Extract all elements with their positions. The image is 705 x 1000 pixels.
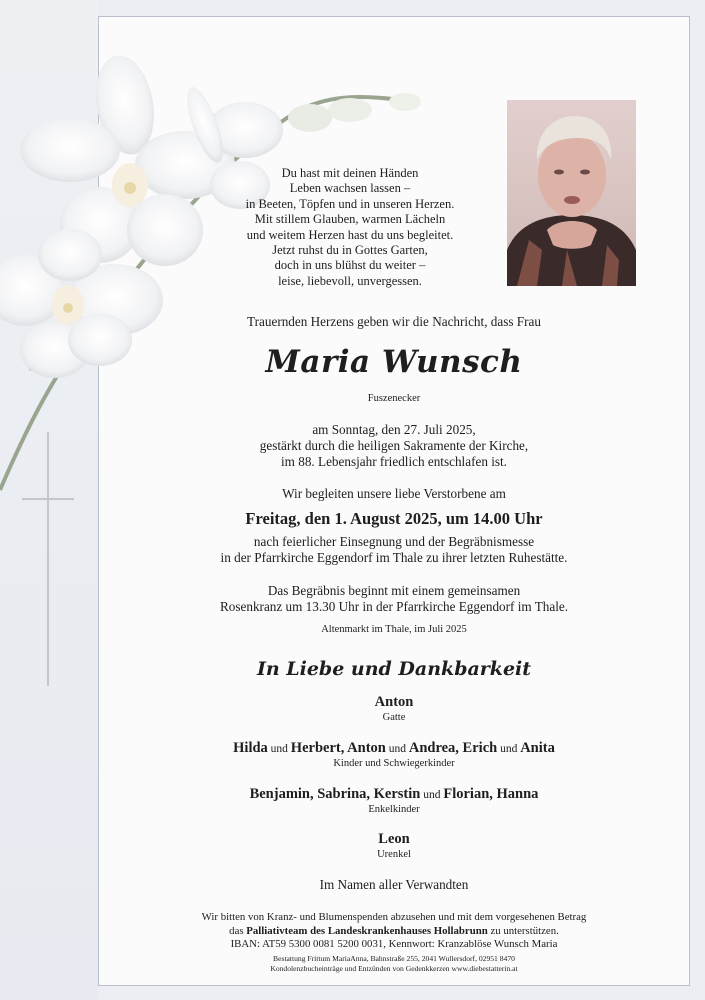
- cross-symbol-vertical: [47, 432, 49, 686]
- donation-beneficiary: Palliativteam des Landeskrankenhauses Hollabrunn: [246, 924, 488, 937]
- poem: [220, 166, 480, 289]
- connector-und: und: [385, 743, 409, 755]
- poem-line: Leben wachsen lassen –: [289, 181, 411, 196]
- mourner-name: Benjamin, Sabrina, Kerstin: [249, 786, 421, 802]
- donation-text: zu unterstützen.: [487, 924, 559, 937]
- cross-symbol-horizontal: [22, 498, 74, 500]
- all-relatives: Im Namen aller Verwandten: [319, 877, 469, 892]
- donation-request: [98, 911, 690, 952]
- mass-line: in der Pfarrkirche Eggendorf im Thale zu ihrer letzten Ruhestätte.: [220, 550, 568, 565]
- donation-text: das: [229, 924, 247, 937]
- death-line: gestärkt durch die heiligen Sakramente der Kirche,: [259, 438, 529, 453]
- footer: [98, 954, 690, 974]
- mass-text: [98, 534, 690, 566]
- poem-line: in Beeten, Töpfen und in unseren Herzen.: [245, 196, 455, 211]
- mourner-names: [98, 740, 690, 757]
- mourner-name: Hilda: [233, 740, 268, 756]
- mourner-relation: Gatte: [382, 712, 406, 723]
- place-date: Altenmarkt im Thale, im Juli 2025: [321, 624, 467, 635]
- poem-line: Mit stillem Glauben, warmen Lächeln: [254, 212, 446, 227]
- mourner-relation: Kinder und Schwiegerkinder: [333, 758, 455, 769]
- connector-und: und: [497, 743, 521, 755]
- mourner-name: Herbert, Anton: [290, 740, 386, 756]
- mourner-group: [98, 831, 690, 861]
- condolence-line: Kondolenzbucheinträge und Entzünden von Gedenkkerzen www.diebestatterin.at: [270, 964, 518, 973]
- poem-line: leise, liebevoll, unvergessen.: [278, 273, 422, 288]
- connector-und: und: [420, 789, 444, 801]
- rosary-text: [98, 583, 690, 615]
- funeral-date: Freitag, den 1. August 2025, um 14.00 Uhr: [245, 509, 543, 528]
- death-line: am Sonntag, den 27. Juli 2025,: [312, 422, 476, 437]
- rosary-line: Rosenkranz um 13.30 Uhr in der Pfarrkirche Eggendorf im Thale.: [219, 599, 569, 614]
- poem-line: doch in uns blühst du weiter –: [274, 258, 426, 273]
- announcement-intro: Trauernden Herzens geben wir die Nachricht, dass Frau: [247, 314, 541, 329]
- poem-line: Jetzt ruhst du in Gottes Garten,: [272, 243, 428, 258]
- mourner-names: [98, 694, 690, 711]
- rosary-line: Das Begräbnis beginnt mit einem gemeinsamen: [267, 583, 521, 598]
- mourner-name: Andrea, Erich: [408, 740, 498, 756]
- death-notice: [98, 422, 690, 470]
- mourner-group: [98, 694, 690, 724]
- maiden-name: Fuszenecker: [367, 393, 421, 404]
- mourner-name: Leon: [378, 831, 410, 847]
- deceased-name: Maria Wunsch: [265, 344, 523, 380]
- mass-line: nach feierlicher Einsegnung und der Begräbnismesse: [253, 534, 535, 549]
- poem-line: und weitem Herzen hast du uns begleitet.: [246, 227, 454, 242]
- mourner-names: [98, 786, 690, 803]
- mourner-group: [98, 786, 690, 816]
- donation-line: Wir bitten von Kranz- und Blumenspenden abzusehen und mit dem vorgesehenen Betrag: [201, 911, 587, 923]
- funeral-home-line: Bestattung Frittum MariaAnna, Bahnstraße 255, 2041 Wullersdorf, 02951 8470: [273, 954, 515, 963]
- accompany-text: Wir begleiten unsere liebe Verstorbene am: [282, 486, 506, 501]
- portrait-photo: [507, 100, 636, 286]
- mourner-relation: Enkelkinder: [368, 804, 420, 815]
- donation-iban: IBAN: AT59 5300 0081 5200 0031, Kennwort: Kranzablöse Wunsch Maria: [230, 938, 558, 950]
- mourner-names: [98, 831, 690, 848]
- poem-line: Du hast mit deinen Händen: [281, 166, 419, 180]
- mourner-name: Florian, Hanna: [443, 786, 539, 802]
- death-line: im 88. Lebensjahr friedlich entschlafen ist.: [281, 454, 507, 469]
- donation-line: [98, 925, 690, 939]
- connector-und: und: [267, 743, 291, 755]
- mourner-group: [98, 740, 690, 770]
- mourner-name: Anton: [374, 694, 414, 710]
- mourner-relation: Urenkel: [377, 849, 411, 860]
- mourner-name: Anita: [520, 740, 555, 756]
- mourners-heading: In Liebe und Dankbarkeit: [256, 658, 532, 680]
